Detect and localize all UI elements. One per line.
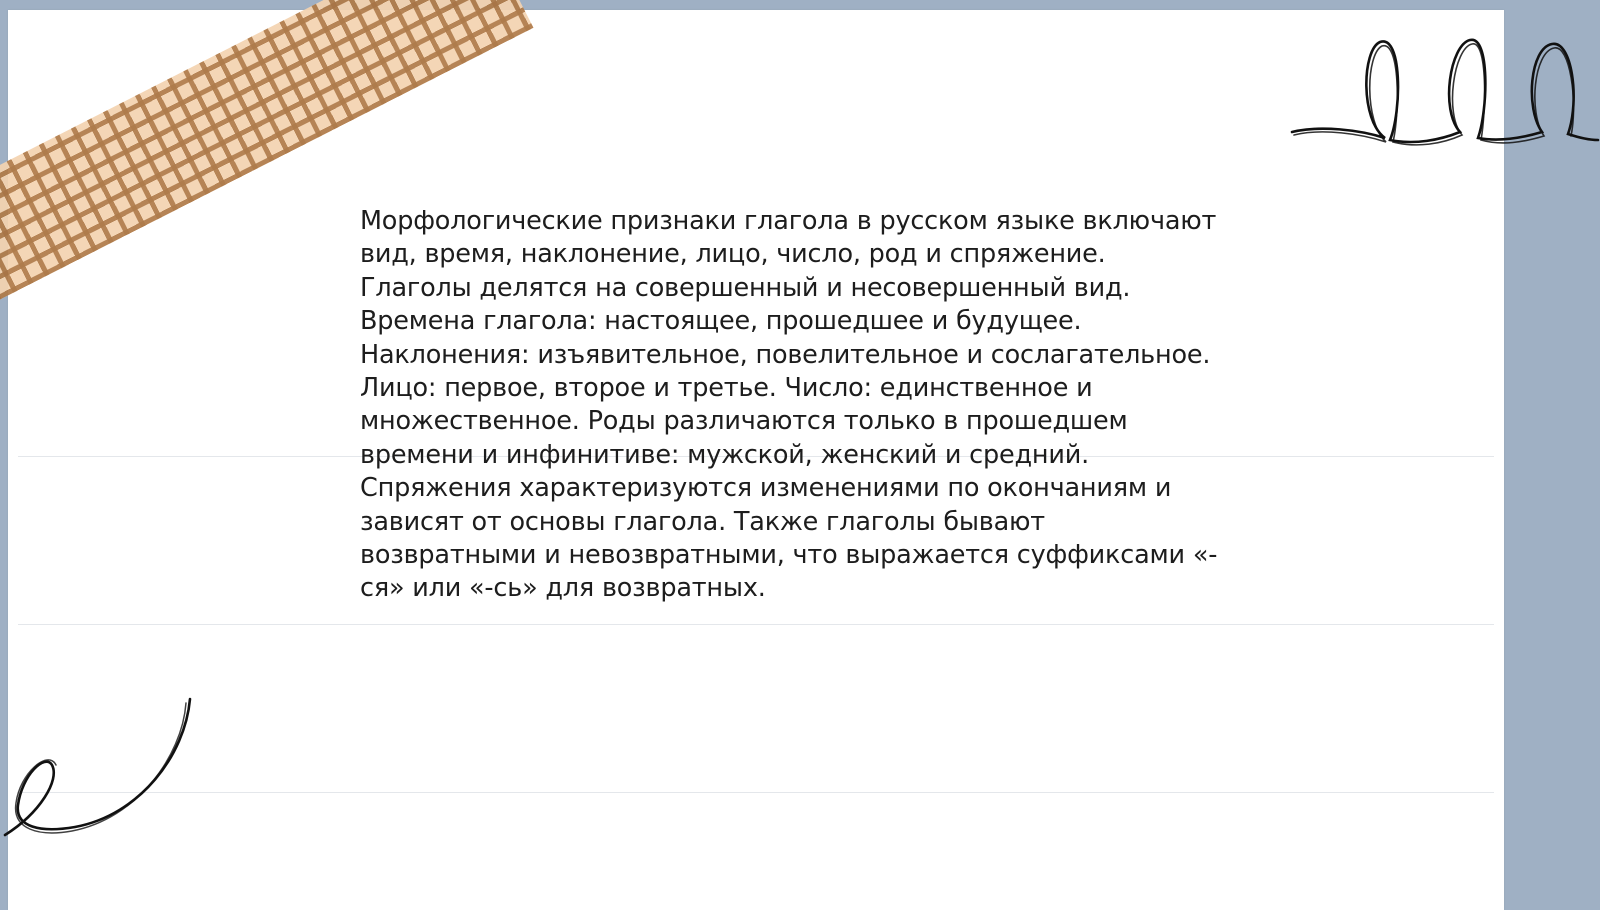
body-text (360, 205, 1260, 606)
text-line: зависят от основы глагола. Также глаголы бывают (360, 506, 1045, 537)
text-line: Глаголы делятся на совершенный и несовершенный вид. (360, 272, 1131, 303)
text-line: Лицо: первое, второе и третье. Число: единственное и (360, 373, 1093, 404)
text-line: Времена глагола: настоящее, прошедшее и будущее. (360, 306, 1082, 337)
text-line: Спряжения характеризуются изменениями по окончаниям и (360, 473, 1172, 504)
text-line: Наклонения: изъявительное, повелительное и сослагательное. (360, 339, 1211, 370)
swirl-squiggle-icon (0, 695, 200, 855)
loop-squiggle-icon (1290, 30, 1600, 165)
text-line: возвратными и невозвратными, что выражается суффиксами «- (360, 540, 1218, 571)
ruled-line (18, 624, 1494, 625)
ruled-line (18, 792, 1494, 793)
text-line: множественное. Роды различаются только в прошедшем (360, 406, 1128, 437)
text-line: вид, время, наклонение, лицо, число, род и спряжение. (360, 239, 1106, 270)
text-line: Морфологические признаки глагола в русском языке включают (360, 206, 1217, 236)
text-line: времени и инфинитиве: мужской, женский и средний. (360, 439, 1090, 470)
text-line: ся» или «-сь» для возвратных. (360, 573, 766, 604)
